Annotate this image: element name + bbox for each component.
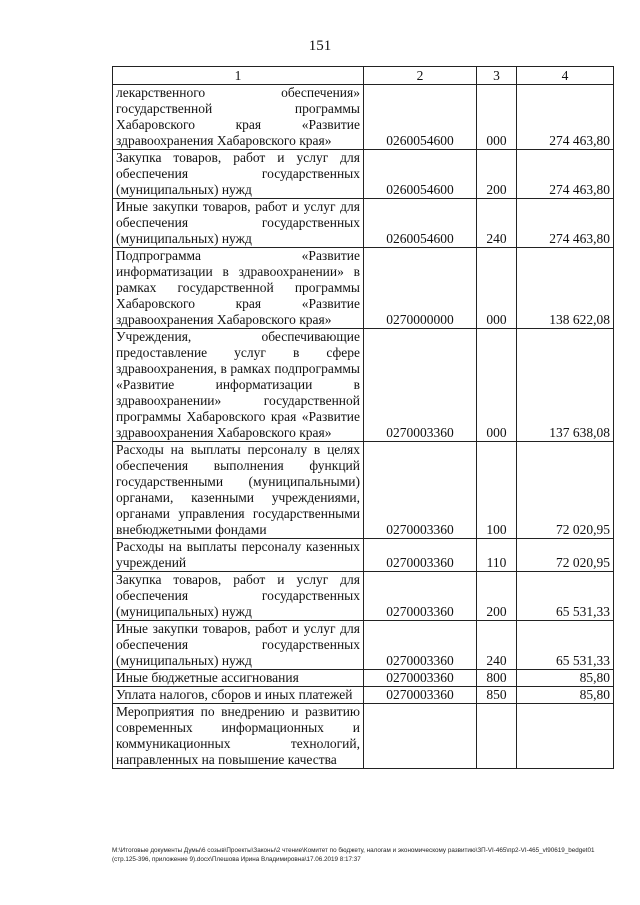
row-code: 0270003360 — [364, 539, 477, 572]
row-code: 0260054600 — [364, 85, 477, 150]
table-row — [113, 572, 614, 621]
row-amount: 85,80 — [517, 687, 614, 704]
table-row — [113, 621, 614, 670]
row-name: Подпрограмма «Развитие информатизации в здравоохранении» в рамках государственной программы Хабаровского края «Развитие здравоохранения Хабаровского края» — [113, 248, 364, 329]
header-row — [113, 67, 614, 85]
row-type: 800 — [477, 670, 517, 687]
table-row — [113, 687, 614, 704]
row-amount: 72 020,95 — [517, 442, 614, 539]
document-path-footer: M:\Итоговые документы Думы\6 созыв\Проекты\Законы\2 чтение\Комитет по бюджету, налогам и экономическому развитию\ЗП-VI-465\пр2-VI-465_vl90619_bedget01 (стр.125-396, приложение 9).docx\Плешова Ирина Владимировна\17.06.2019 8:17:37 — [112, 847, 595, 863]
table-row — [113, 85, 614, 150]
row-type: 100 — [477, 442, 517, 539]
row-name: лекарственного обеспечения» государственной программы Хабаровского края «Развитие здравоохранения Хабаровского края» — [113, 85, 364, 150]
row-code: 0270000000 — [364, 248, 477, 329]
row-amount: 274 463,80 — [517, 199, 614, 248]
column-header: 4 — [517, 67, 614, 85]
row-name: Уплата налогов, сборов и иных платежей — [113, 687, 364, 704]
row-name: Учреждения, обеспечивающие предоставление услуг в сфере здравоохранения, в рамках подпрограммы «Развитие информатизации в здравоохранении» государственной программы Хабаровского края «Развитие здравоохранения Хабаровского края» — [113, 329, 364, 442]
budget-table — [112, 66, 614, 769]
row-amount: 138 622,08 — [517, 248, 614, 329]
row-amount: 65 531,33 — [517, 621, 614, 670]
row-code: 0270003360 — [364, 670, 477, 687]
row-type: 240 — [477, 621, 517, 670]
row-type: 000 — [477, 329, 517, 442]
column-header: 3 — [477, 67, 517, 85]
row-amount — [517, 704, 614, 769]
table-row — [113, 704, 614, 769]
row-type: 000 — [477, 248, 517, 329]
row-type: 200 — [477, 572, 517, 621]
table-row — [113, 539, 614, 572]
row-name: Иные закупки товаров, работ и услуг для обеспечения государственных (муниципальных) нужд — [113, 621, 364, 670]
row-amount: 65 531,33 — [517, 572, 614, 621]
row-amount: 85,80 — [517, 670, 614, 687]
column-header: 1 — [113, 67, 364, 85]
page-number: 151 — [308, 38, 332, 54]
row-type: 000 — [477, 85, 517, 150]
table-row — [113, 670, 614, 687]
row-amount: 274 463,80 — [517, 85, 614, 150]
row-code: 0260054600 — [364, 150, 477, 199]
table-row — [113, 199, 614, 248]
table-row — [113, 329, 614, 442]
row-name: Расходы на выплаты персоналу казенных учреждений — [113, 539, 364, 572]
row-amount: 274 463,80 — [517, 150, 614, 199]
row-name: Закупка товаров, работ и услуг для обеспечения государственных (муниципальных) нужд — [113, 572, 364, 621]
row-code: 0270003360 — [364, 329, 477, 442]
row-name: Иные бюджетные ассигнования — [113, 670, 364, 687]
row-type — [477, 704, 517, 769]
row-type: 200 — [477, 150, 517, 199]
table-row — [113, 150, 614, 199]
row-code: 0270003360 — [364, 687, 477, 704]
row-name: Иные закупки товаров, работ и услуг для обеспечения государственных (муниципальных) нужд — [113, 199, 364, 248]
row-code: 0270003360 — [364, 572, 477, 621]
row-code: 0260054600 — [364, 199, 477, 248]
row-name: Закупка товаров, работ и услуг для обеспечения государственных (муниципальных) нужд — [113, 150, 364, 199]
row-type: 240 — [477, 199, 517, 248]
row-type: 110 — [477, 539, 517, 572]
row-code: 0270003360 — [364, 621, 477, 670]
table-row — [113, 248, 614, 329]
row-type: 850 — [477, 687, 517, 704]
table-row — [113, 442, 614, 539]
row-code: 0270003360 — [364, 442, 477, 539]
row-amount: 137 638,08 — [517, 329, 614, 442]
row-name: Мероприятия по внедрению и развитию современных информационных и коммуникационных технологий, направленных на повышение качества — [113, 704, 364, 769]
row-code — [364, 704, 477, 769]
row-amount: 72 020,95 — [517, 539, 614, 572]
row-name: Расходы на выплаты персоналу в целях обеспечения выполнения функций государственными (муниципальными) органами, казенными учреждениями, органами управления государственными внебюджетными фондами — [113, 442, 364, 539]
column-header: 2 — [364, 67, 477, 85]
